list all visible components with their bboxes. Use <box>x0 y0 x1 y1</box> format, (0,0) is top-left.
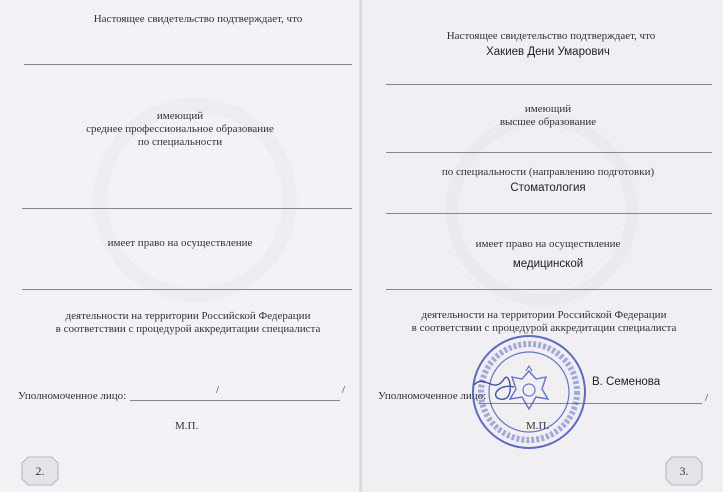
certificate-heading: Настоящее свидетельство подтверждает, что <box>446 30 656 42</box>
specialty-value: Стоматология <box>510 182 586 194</box>
activity-line <box>22 289 352 290</box>
page-number-badge <box>20 455 60 487</box>
certificate-heading: Настоящее свидетельство подтверждает, что <box>93 13 303 25</box>
education-line <box>386 152 712 153</box>
official-stamp <box>470 333 588 451</box>
education-level: высшее образование <box>499 116 597 128</box>
activity-text-2: в соответствии с процедурой аккредитации специалиста <box>55 323 321 335</box>
seal-place-label: М.П. <box>175 420 199 432</box>
having-label: имеющий <box>524 103 572 115</box>
activity-text-1: деятельности на территории Российской Федерации <box>65 310 311 322</box>
signature-slash: / <box>216 384 220 396</box>
specialty-line <box>22 208 352 209</box>
activity-kind: медицинской <box>512 258 584 270</box>
name-line <box>24 64 352 65</box>
name-line <box>386 84 712 85</box>
activity-line <box>386 289 712 290</box>
page-number: 2. <box>35 463 45 478</box>
specialty-label: по специальности (направлению подготовки) <box>441 166 655 178</box>
specialty-label: по специальности <box>137 136 223 148</box>
education-level: среднее профессиональное образование <box>86 123 274 135</box>
activity-text-2: в соответствии с процедурой аккредитации специалиста <box>411 322 677 334</box>
coat-of-arms-icon <box>510 366 548 409</box>
right-to-label: имеет право на осуществление <box>475 238 621 250</box>
authorized-person-label: Уполномоченное лицо: <box>378 390 487 402</box>
having-label: имеющий <box>156 110 204 122</box>
signature-slash-end: / <box>705 392 709 404</box>
holder-name: Хакиев Дени Умарович <box>486 46 610 58</box>
seal-place-label: М.П. <box>526 420 550 432</box>
right-to-label: имеет право на осуществление <box>107 237 253 249</box>
signature-line <box>130 400 340 401</box>
signer-name: В. Семенова <box>592 376 661 388</box>
authorized-person-label: Уполномоченное лицо: <box>18 390 127 402</box>
page-number: 3. <box>679 463 689 478</box>
signature-slash-end: / <box>342 384 346 396</box>
activity-text-1: деятельности на территории Российской Федерации <box>421 309 667 321</box>
specialty-line <box>386 213 712 214</box>
page-number-badge <box>664 455 704 487</box>
